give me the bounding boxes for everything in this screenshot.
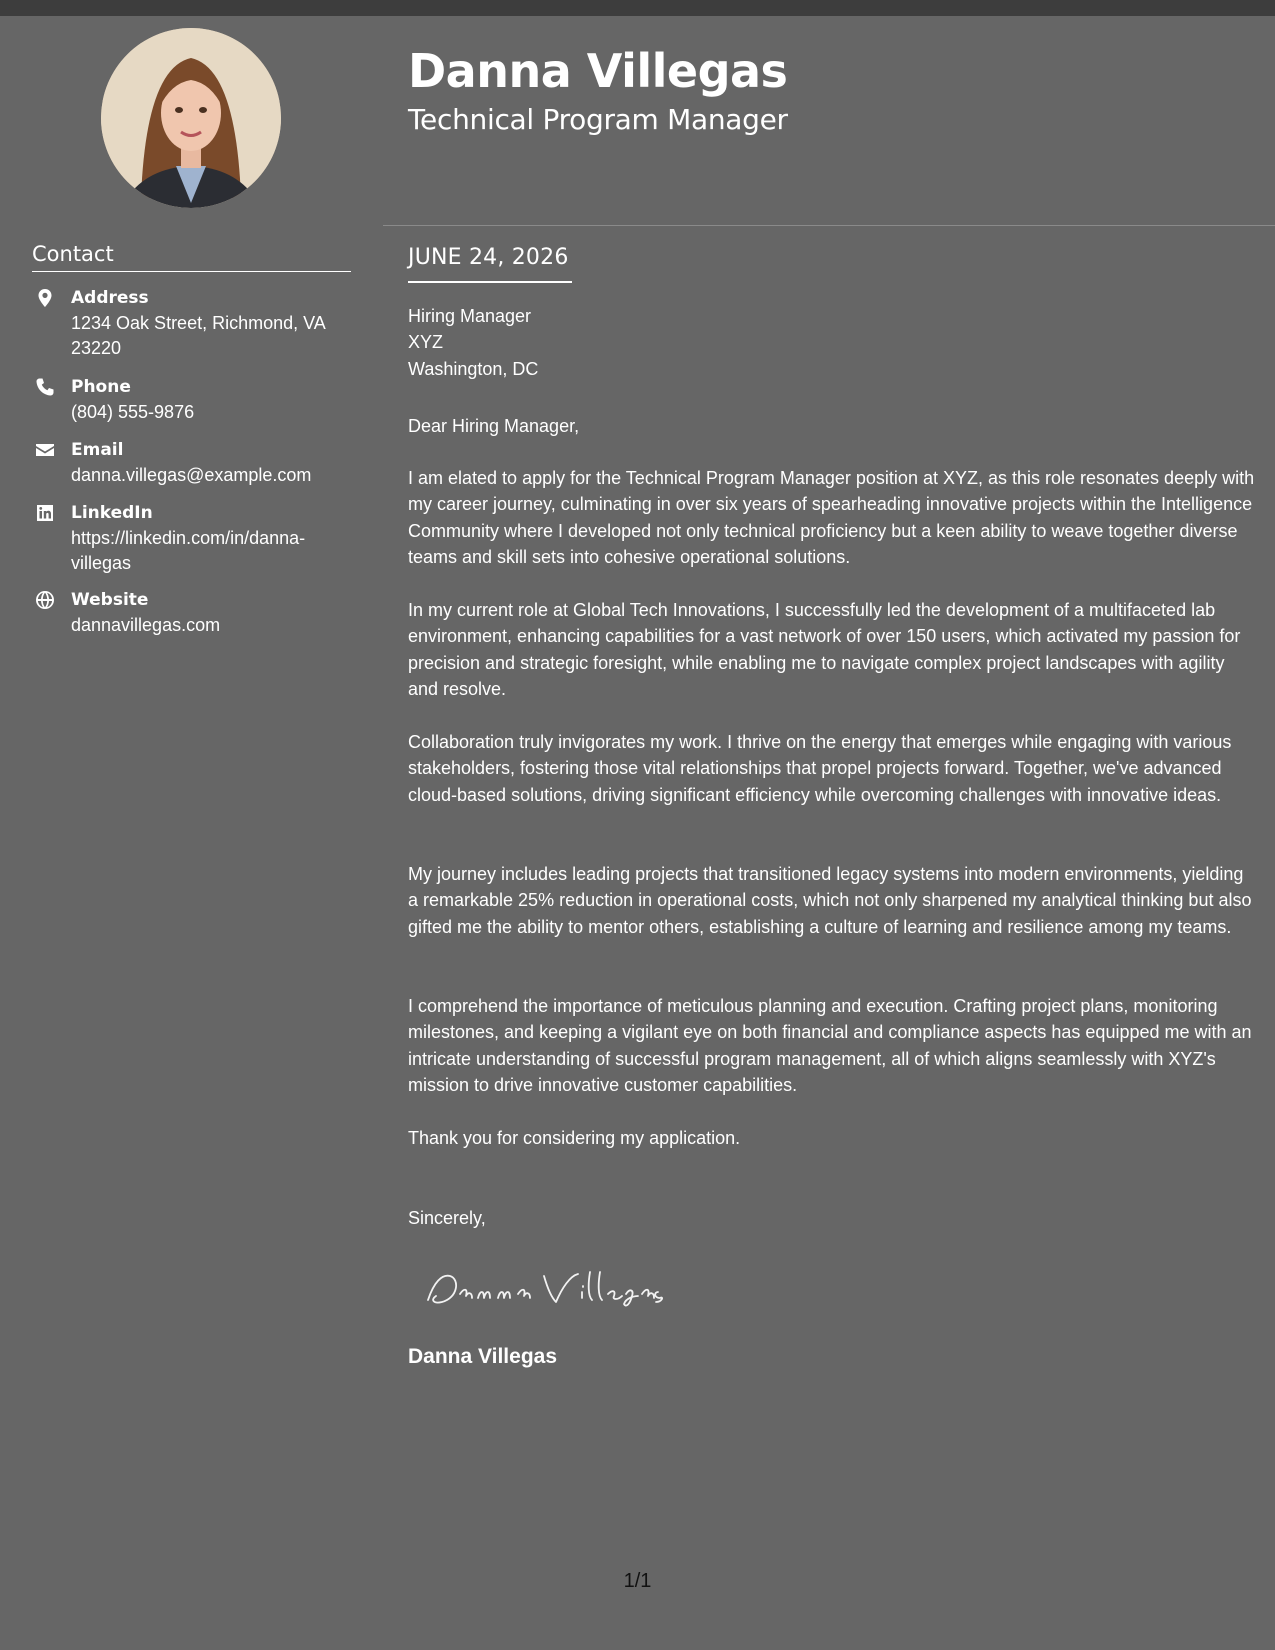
handwritten-signature	[420, 1262, 665, 1312]
profile-photo	[101, 28, 281, 208]
email-label: Email	[71, 440, 124, 460]
date-underline	[408, 281, 572, 283]
globe-icon	[35, 590, 55, 610]
linkedin-label: LinkedIn	[71, 503, 153, 523]
closing: Sincerely,	[408, 1208, 486, 1228]
email-value: danna.villegas@example.com	[71, 465, 312, 485]
phone-value: (804) 555-9876	[71, 402, 195, 422]
body-paragraph: In my current role at Global Tech Innovations, I successfully led the development of a multifaceted lab environment, enhancing capabilities for a vast network of over 150 users, which activated my passion for precision and strategic foresight, while enabling me to navigate complex project landscapes with agility and resolve.	[408, 600, 1241, 699]
body-paragraph: Collaboration truly invigorates my work. I thrive on the energy that emerges while engaging with various stakeholders, fostering those vital relationships that propel projects forward. Together, we've advanced cloud-based solutions, driving significant efficiency while overcoming challenges with innovative ideas.	[408, 732, 1232, 805]
envelope-icon	[35, 440, 55, 460]
website-value[interactable]: dannavillegas.com	[71, 615, 221, 635]
body-paragraph: I am elated to apply for the Technical Program Manager position at XYZ, as this role resonates deeply with my career journey, culminating in over six years of spearheading innovative projects within the Intelligence Community where I developed not only technical proficiency but a keen ability to weave together diverse teams and skill sets into cohesive operational solutions.	[408, 468, 1255, 567]
contact-divider	[32, 271, 351, 272]
linkedin-value[interactable]: https://linkedin.com/in/danna-villegas	[71, 528, 306, 573]
phone-label: Phone	[71, 377, 131, 397]
page-number: 1/1	[623, 1570, 652, 1592]
letter-date: JUNE 24, 2026	[408, 245, 569, 270]
recipient-line: Washington, DC	[408, 358, 539, 379]
body-paragraph: I comprehend the importance of meticulous planning and execution. Crafting project plans, monitoring milestones, and keeping a vigilant eye on both financial and compliance aspects has equipped me with an intricate understanding of successful program management, all of which aligns seamlessly with XYZ's mission to drive innovative customer capabilities.	[408, 996, 1252, 1095]
header-divider	[383, 225, 1275, 226]
linkedin-icon	[35, 503, 55, 523]
candidate-name: Danna Villegas	[408, 44, 788, 98]
recipient-block	[408, 303, 1258, 382]
job-title: Technical Program Manager	[408, 103, 788, 136]
top-bar	[0, 0, 1275, 16]
recipient-line: XYZ	[408, 332, 444, 353]
map-pin-icon	[35, 288, 55, 308]
salutation: Dear Hiring Manager,	[408, 416, 580, 436]
website-label: Website	[71, 590, 149, 610]
contact-heading: Contact	[32, 242, 114, 266]
signature-name: Danna Villegas	[408, 1345, 558, 1368]
body-paragraph: Thank you for considering my application.	[408, 1128, 741, 1148]
address-label: Address	[71, 288, 149, 308]
recipient-line: Hiring Manager	[408, 306, 532, 326]
body-paragraph: My journey includes leading projects that transitioned legacy systems into modern environments, yielding a remarkable 25% reduction in operational costs, which not only sharpened my analytical thinking but also gifted me the ability to mentor others, establishing a culture of learning and resilience among my teams.	[408, 864, 1252, 937]
address-value: 1234 Oak Street, Richmond, VA 23220	[71, 313, 325, 358]
phone-icon	[35, 377, 55, 397]
